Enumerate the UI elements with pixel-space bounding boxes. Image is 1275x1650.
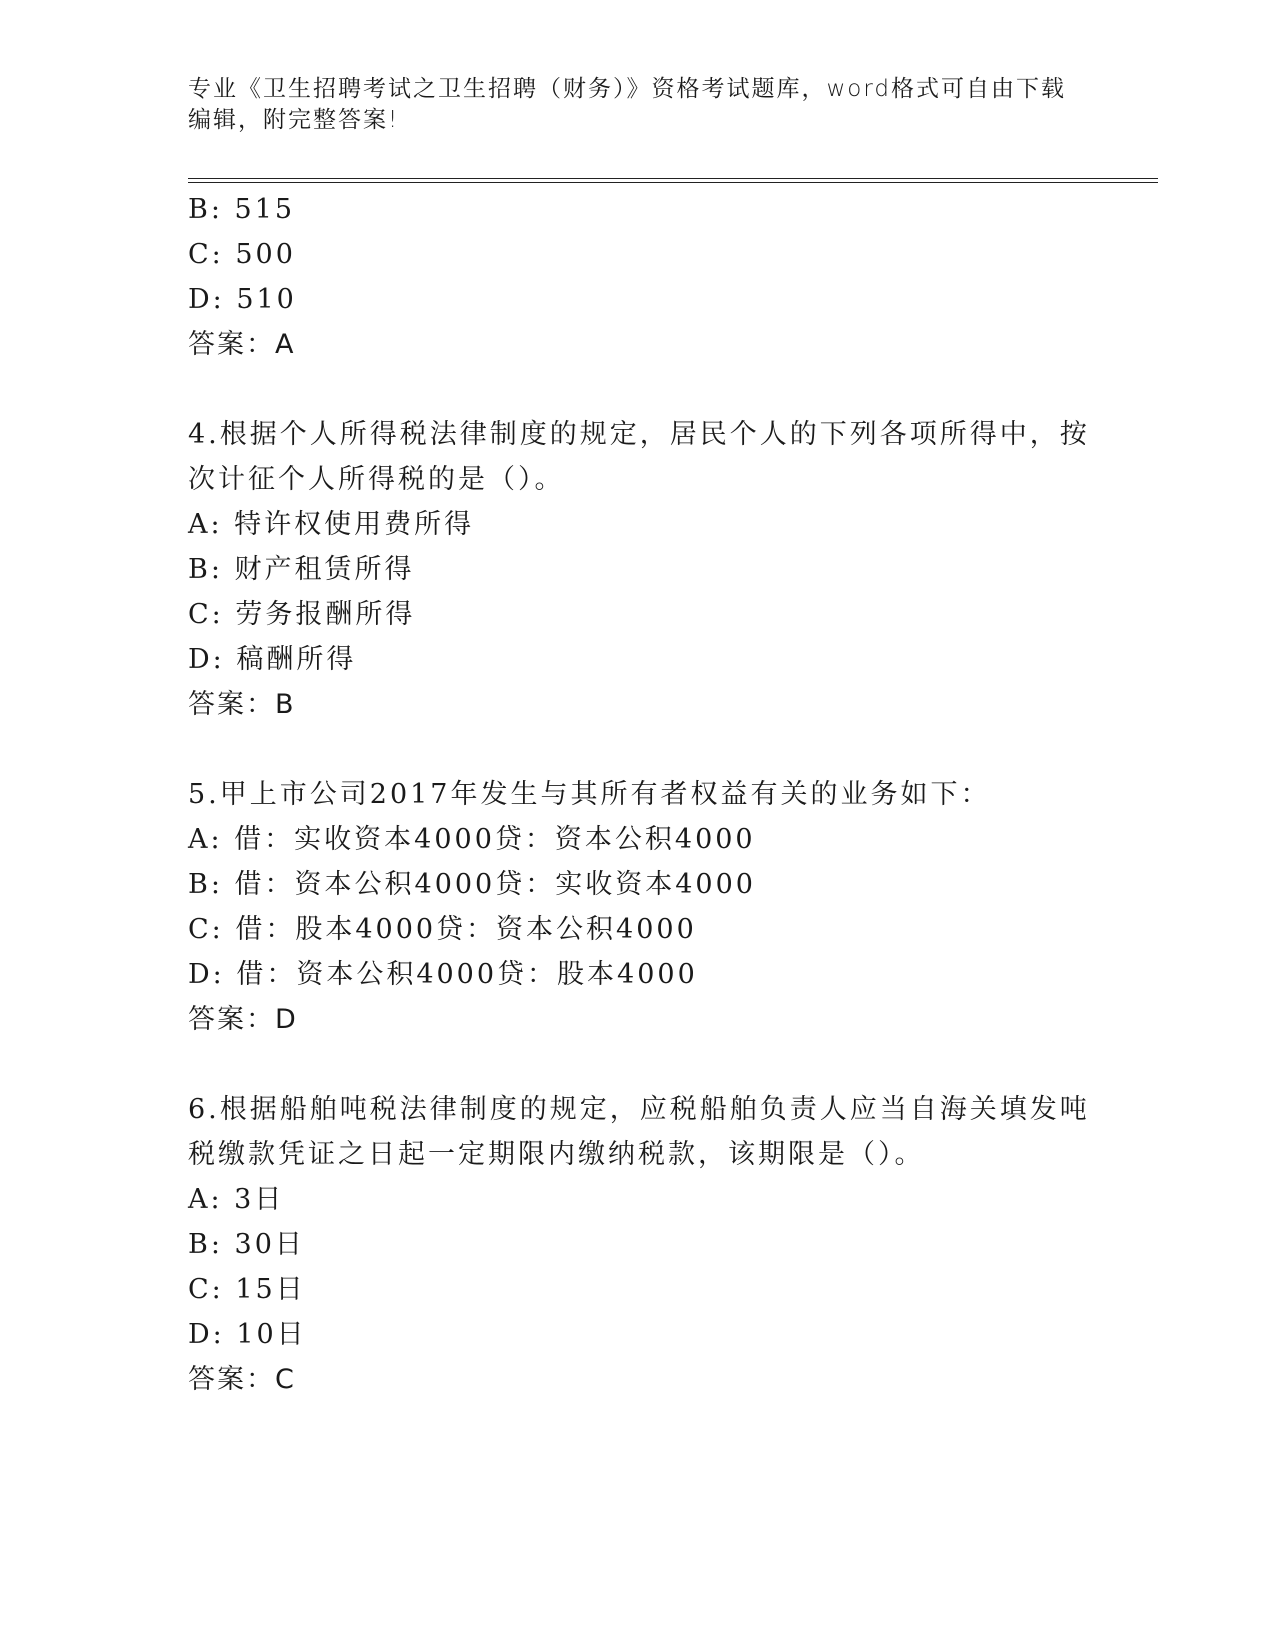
answer: 答案：B xyxy=(188,689,296,720)
option-d: D: 510 xyxy=(188,284,297,315)
question-stem-line-1: 5.甲上市公司2017年发生与其所有者权益有关的业务如下： xyxy=(188,779,991,810)
option-a: A: 借：实收资本4000贷：资本公积4000 xyxy=(188,824,756,855)
option-b: B: 515 xyxy=(188,194,296,225)
question-stem-line-1: 4.根据个人所得税法律制度的规定，居民个人的下列各项所得中，按 xyxy=(188,419,1090,450)
option-d: D: 借：资本公积4000贷：股本4000 xyxy=(188,959,698,990)
option-d: D: 稿酬所得 xyxy=(188,644,357,675)
option-c: C: 500 xyxy=(188,239,296,270)
answer: 答案：D xyxy=(188,1004,298,1035)
question-stem-line-2: 税缴款凭证之日起一定期限内缴纳税款，该期限是（）。 xyxy=(188,1139,925,1170)
header-line-1: 专业《卫生招聘考试之卫生招聘（财务）》资格考试题库，word格式可自由下载 xyxy=(188,76,1067,102)
option-b: B: 借：资本公积4000贷：实收资本4000 xyxy=(188,869,756,900)
answer: 答案：A xyxy=(188,329,296,360)
document-header-text xyxy=(188,74,1068,136)
option-c: C: 15日 xyxy=(188,1274,306,1305)
option-b: B: 财产租赁所得 xyxy=(188,554,415,585)
question-stem-line-2: 次计征个人所得税的是（）。 xyxy=(188,464,565,495)
answer: 答案：C xyxy=(188,1364,296,1395)
option-d: D: 10日 xyxy=(188,1319,307,1350)
option-b: B: 30日 xyxy=(188,1229,305,1260)
question-stem-line-1: 6.根据船舶吨税法律制度的规定，应税船舶负责人应当自海关填发吨 xyxy=(188,1094,1090,1125)
header-divider-bottom xyxy=(188,182,1158,183)
header-line-2: 编辑，附完整答案! xyxy=(188,107,400,133)
option-c: C: 借：股本4000贷：资本公积4000 xyxy=(188,914,697,945)
option-a: A: 特许权使用费所得 xyxy=(188,509,475,540)
option-a: A: 3日 xyxy=(188,1184,285,1215)
header-divider-top xyxy=(188,178,1158,179)
option-c: C: 劳务报酬所得 xyxy=(188,599,416,630)
